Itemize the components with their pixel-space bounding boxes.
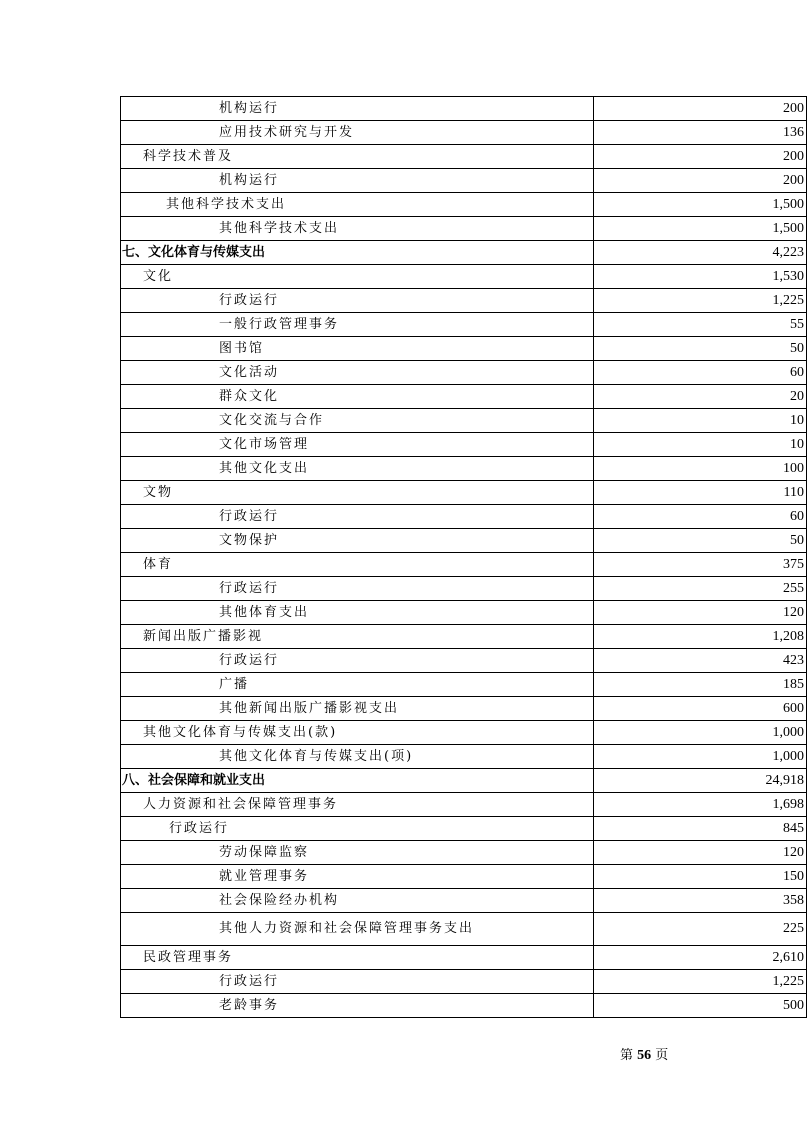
table-row — [121, 577, 807, 601]
item-name-cell: 文化活动 — [121, 361, 594, 385]
table-row — [121, 793, 807, 817]
table-row — [121, 385, 807, 409]
table-row — [121, 337, 807, 361]
table-row — [121, 145, 807, 169]
item-name-cell: 行政运行 — [121, 289, 594, 313]
item-name-cell: 机构运行 — [121, 97, 594, 121]
table-row — [121, 841, 807, 865]
table-row — [121, 553, 807, 577]
item-name-cell: 其他体育支出 — [121, 601, 594, 625]
page-suffix: 页 — [655, 1048, 669, 1063]
table-row — [121, 673, 807, 697]
amount-cell: 50 — [594, 337, 807, 361]
amount-cell: 136 — [594, 121, 807, 145]
table-row — [121, 649, 807, 673]
item-name-cell: 老龄事务 — [121, 994, 594, 1018]
item-name-cell: 机构运行 — [121, 169, 594, 193]
item-name-cell: 文化交流与合作 — [121, 409, 594, 433]
item-name-cell: 其他文化支出 — [121, 457, 594, 481]
table-row — [121, 169, 807, 193]
item-name-cell: 文化市场管理 — [121, 433, 594, 457]
amount-cell: 225 — [594, 913, 807, 946]
item-name-cell: 其他文化体育与传媒支出(款) — [121, 721, 594, 745]
item-name-cell: 民政管理事务 — [121, 946, 594, 970]
table-row — [121, 994, 807, 1018]
amount-cell: 120 — [594, 601, 807, 625]
table-row — [121, 625, 807, 649]
table-row — [121, 697, 807, 721]
table-row — [121, 745, 807, 769]
table-row — [121, 193, 807, 217]
item-name-cell: 行政运行 — [121, 577, 594, 601]
page-prefix: 第 — [620, 1048, 634, 1063]
amount-cell: 2,610 — [594, 946, 807, 970]
table-row — [121, 241, 807, 265]
table-row — [121, 913, 807, 946]
budget-table — [120, 96, 807, 1018]
item-name-cell: 社会保险经办机构 — [121, 889, 594, 913]
amount-cell: 375 — [594, 553, 807, 577]
table-row — [121, 505, 807, 529]
item-name-cell: 其他新闻出版广播影视支出 — [121, 697, 594, 721]
item-name-cell: 行政运行 — [121, 649, 594, 673]
table-row — [121, 97, 807, 121]
table-row — [121, 769, 807, 793]
item-name-cell: 新闻出版广播影视 — [121, 625, 594, 649]
table-row — [121, 529, 807, 553]
amount-cell: 1,225 — [594, 289, 807, 313]
amount-cell: 20 — [594, 385, 807, 409]
amount-cell: 1,000 — [594, 745, 807, 769]
item-name-cell: 劳动保障监察 — [121, 841, 594, 865]
table-row — [121, 889, 807, 913]
amount-cell: 1,698 — [594, 793, 807, 817]
item-name-cell: 其他文化体育与传媒支出(项) — [121, 745, 594, 769]
item-name-cell: 其他科学技术支出 — [121, 217, 594, 241]
item-name-cell: 人力资源和社会保障管理事务 — [121, 793, 594, 817]
item-name-cell: 应用技术研究与开发 — [121, 121, 594, 145]
amount-cell: 60 — [594, 361, 807, 385]
item-name-cell: 科学技术普及 — [121, 145, 594, 169]
amount-cell: 10 — [594, 409, 807, 433]
amount-cell: 4,223 — [594, 241, 807, 265]
amount-cell: 150 — [594, 865, 807, 889]
amount-cell: 200 — [594, 145, 807, 169]
item-name-cell: 文物 — [121, 481, 594, 505]
table-row — [121, 433, 807, 457]
table-row — [121, 601, 807, 625]
table-row — [121, 361, 807, 385]
item-name-cell: 行政运行 — [121, 970, 594, 994]
amount-cell: 1,225 — [594, 970, 807, 994]
item-name-cell: 八、社会保障和就业支出 — [121, 769, 594, 793]
item-name-cell: 其他科学技术支出 — [121, 193, 594, 217]
item-name-cell: 文物保护 — [121, 529, 594, 553]
item-name-cell: 就业管理事务 — [121, 865, 594, 889]
budget-table-body — [121, 97, 807, 1018]
amount-cell: 600 — [594, 697, 807, 721]
amount-cell: 110 — [594, 481, 807, 505]
table-row — [121, 217, 807, 241]
amount-cell: 1,500 — [594, 193, 807, 217]
table-row — [121, 121, 807, 145]
item-name-cell: 一般行政管理事务 — [121, 313, 594, 337]
amount-cell: 24,918 — [594, 769, 807, 793]
table-row — [121, 481, 807, 505]
item-name-cell: 图书馆 — [121, 337, 594, 361]
amount-cell: 1,500 — [594, 217, 807, 241]
amount-cell: 423 — [594, 649, 807, 673]
table-row — [121, 265, 807, 289]
amount-cell: 200 — [594, 97, 807, 121]
page-footer — [620, 1044, 668, 1064]
amount-cell: 120 — [594, 841, 807, 865]
amount-cell: 1,208 — [594, 625, 807, 649]
amount-cell: 1,530 — [594, 265, 807, 289]
item-name-cell: 其他人力资源和社会保障管理事务支出 — [121, 913, 594, 946]
amount-cell: 845 — [594, 817, 807, 841]
table-row — [121, 457, 807, 481]
table-row — [121, 313, 807, 337]
item-name-cell: 七、文化体育与传媒支出 — [121, 241, 594, 265]
item-name-cell: 文化 — [121, 265, 594, 289]
table-row — [121, 289, 807, 313]
table-row — [121, 946, 807, 970]
amount-cell: 358 — [594, 889, 807, 913]
item-name-cell: 体育 — [121, 553, 594, 577]
table-row — [121, 721, 807, 745]
item-name-cell: 行政运行 — [121, 505, 594, 529]
amount-cell: 1,000 — [594, 721, 807, 745]
item-name-cell: 行政运行 — [121, 817, 594, 841]
table-row — [121, 409, 807, 433]
amount-cell: 200 — [594, 169, 807, 193]
table-row — [121, 865, 807, 889]
amount-cell: 500 — [594, 994, 807, 1018]
page-number: 56 — [637, 1048, 652, 1063]
amount-cell: 100 — [594, 457, 807, 481]
amount-cell: 50 — [594, 529, 807, 553]
amount-cell: 185 — [594, 673, 807, 697]
amount-cell: 10 — [594, 433, 807, 457]
amount-cell: 255 — [594, 577, 807, 601]
amount-cell: 55 — [594, 313, 807, 337]
table-row — [121, 970, 807, 994]
amount-cell: 60 — [594, 505, 807, 529]
item-name-cell: 群众文化 — [121, 385, 594, 409]
table-row — [121, 817, 807, 841]
item-name-cell: 广播 — [121, 673, 594, 697]
